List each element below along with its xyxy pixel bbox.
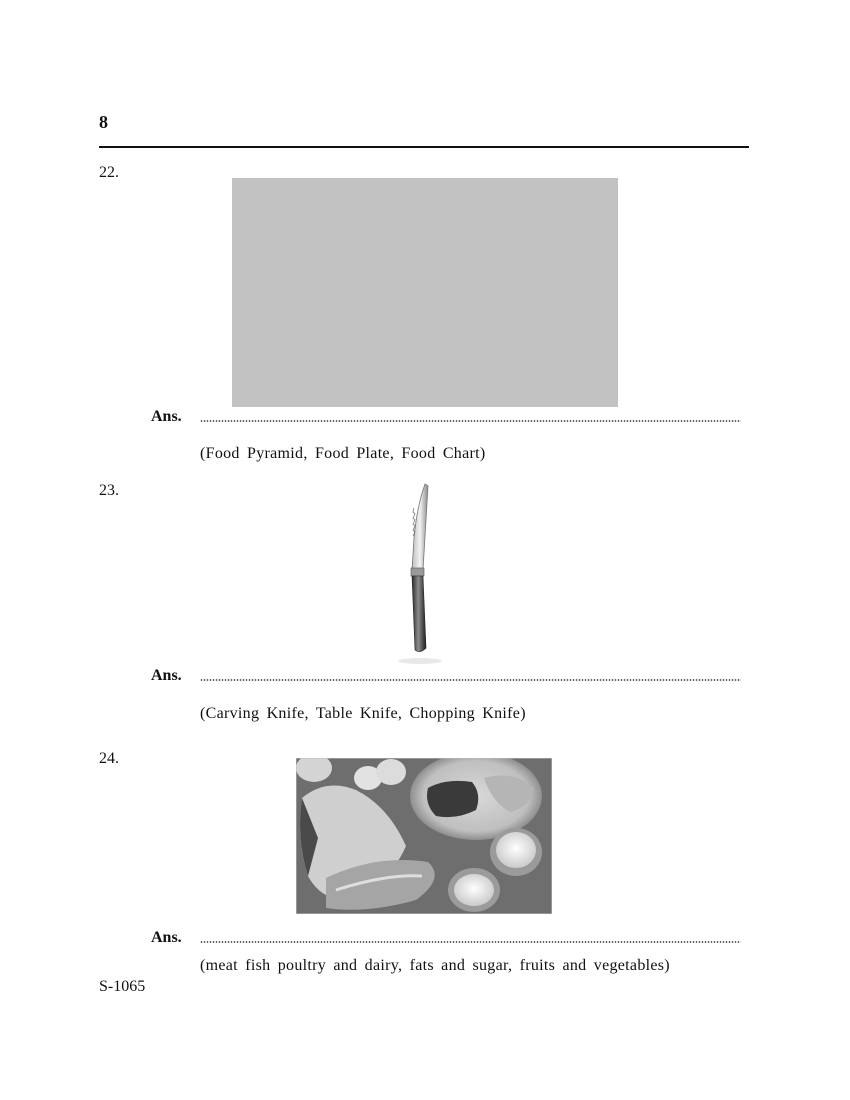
question-number-22: 22. (99, 164, 119, 181)
food-group-photo (296, 758, 552, 914)
answer-options-23: (Carving Knife, Table Knife, Chopping Knife) (200, 705, 526, 722)
answer-options-24: (meat fish poultry and dairy, fats and sugar, fruits and vegetables) (200, 957, 670, 974)
answer-label-24: Ans. (151, 929, 182, 946)
question-number-23: 23. (99, 482, 119, 499)
answer-blank-23[interactable] (200, 678, 741, 682)
question-number-24: 24. (99, 750, 119, 767)
header-rule (99, 146, 749, 148)
answer-blank-24[interactable] (200, 940, 741, 944)
answer-options-22: (Food Pyramid, Food Plate, Food Chart) (200, 445, 486, 462)
food-guide-image (232, 178, 618, 407)
answer-blank-22[interactable] (200, 419, 741, 423)
knife-image (385, 478, 455, 668)
answer-label-23: Ans. (151, 667, 182, 684)
answer-label-22: Ans. (151, 408, 182, 425)
page-number: 8 (99, 112, 108, 132)
footer-code: S-1065 (99, 978, 146, 995)
